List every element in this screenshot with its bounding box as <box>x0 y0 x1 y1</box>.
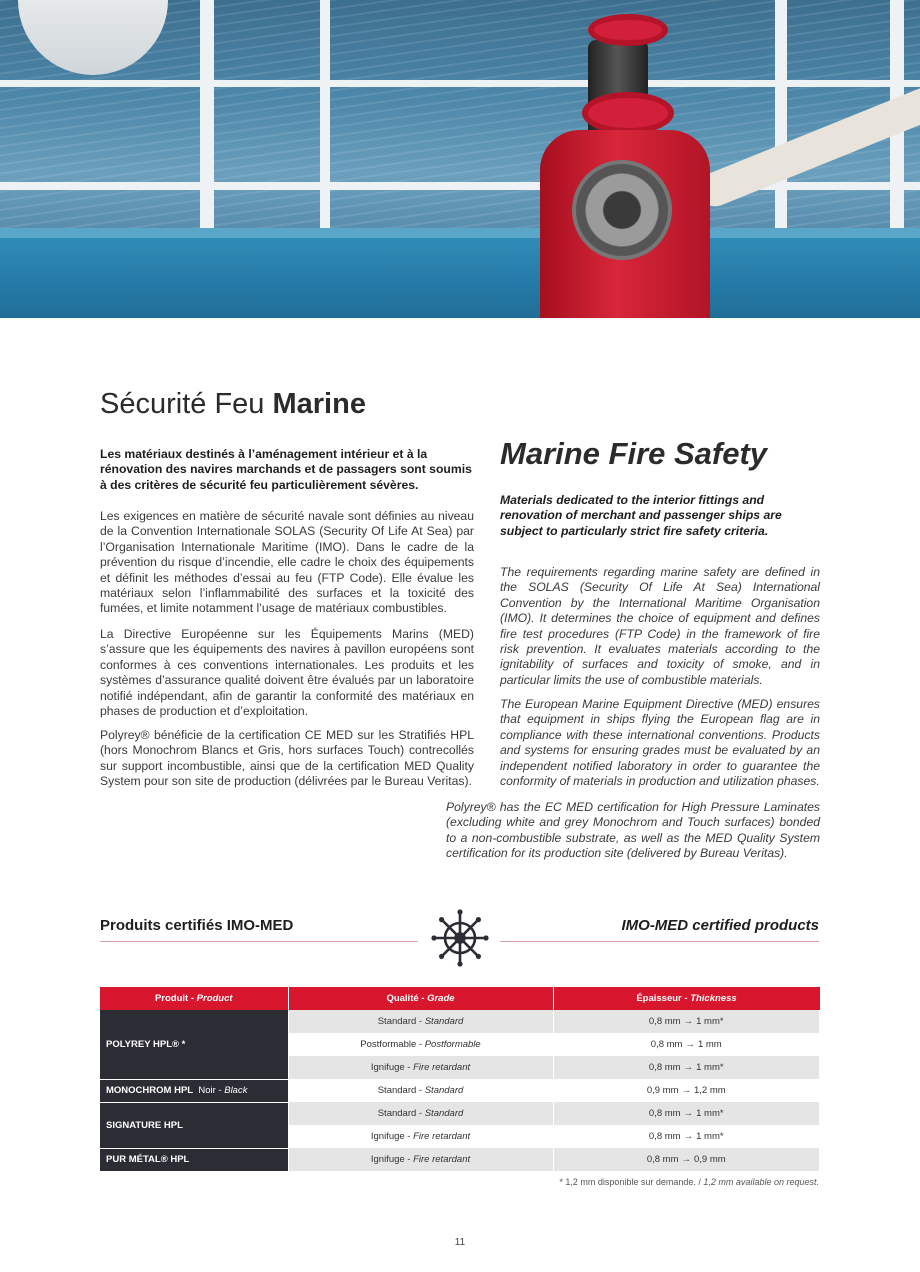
arrow-right-icon: → <box>681 1154 691 1165</box>
table-footnote: * 1,2 mm disponible sur demande. / 1,2 mm available on request. <box>559 1177 819 1187</box>
table-row <box>100 1079 820 1102</box>
arrow-right-icon: → <box>681 1085 691 1096</box>
body-paragraph-fr-2: La Directive Européenne sur les Équipements Marins (MED) s’assure que les équipements des navires à pavillon européens sont conformes à ces conventions internationales. Les produits et les systèmes d’assurance qualité doivent être évalués par un laboratoire notifié indépendant, afin de garantir la conformité des matériaux en phases de production et d’exploitation. <box>100 627 474 719</box>
thickness-cell: 0,8 mm → 1 mm* <box>553 1056 820 1079</box>
valve-wheel <box>582 92 674 134</box>
thickness-cell: 0,8 mm → 1 mm* <box>553 1125 820 1148</box>
page-title-fr <box>100 388 366 421</box>
grade-cell: Postformable - Postformable <box>288 1033 553 1056</box>
table-row <box>100 1102 820 1125</box>
header-product: Produit - Product <box>100 987 288 1010</box>
railing-post <box>200 0 214 245</box>
grade-cell: Ignifuge - Fire retardant <box>288 1125 553 1148</box>
valve-wheel <box>588 14 668 46</box>
thickness-cell: 0,8 mm → 1 mm* <box>553 1102 820 1125</box>
arrow-right-icon: → <box>683 1108 694 1119</box>
title-fr-bold: Marine <box>272 388 366 420</box>
arrow-right-icon: → <box>683 1016 694 1027</box>
page-number: 11 <box>454 1237 466 1248</box>
hydrant-cap <box>572 160 672 260</box>
deck-edge <box>0 228 920 238</box>
certified-products-table <box>100 987 820 1172</box>
table-header-row <box>100 987 820 1010</box>
body-paragraph-fr-3: Polyrey® bénéficie de la certification CE MED sur les Stratifiés HPL (hors Monochrom Blancs et Gris, hors surfaces Touch) contrecollés sur support incombustible, ainsi que de la certification MED Quality System pour son site de production (délivrées par le Bureau Veritas). <box>100 728 474 789</box>
products-heading-en: IMO-MED certified products <box>621 917 819 934</box>
ship-wheel-icon <box>430 908 490 968</box>
product-signature-hpl: SIGNATURE HPL <box>100 1102 288 1148</box>
railing-post <box>320 0 330 245</box>
hero-photo <box>0 0 920 318</box>
thickness-cell: 0,8 mm → 1 mm* <box>553 1010 820 1033</box>
railing-post <box>775 0 787 245</box>
body-paragraph-en-1: The requirements regarding marine safety are defined in the SOLAS (Security Of Life At Sea) International Convention by the International Maritime Organisation (IMO). It determines the choice of equipment and defines fire test procedures (FTP Code) in the framework of fire risk prevention. It evaluates materials according to the ignitability of surfaces and toxicity of smoke, and in particular limits the use of combustible materials. <box>500 565 820 687</box>
table-row <box>100 1010 820 1033</box>
arrow-right-icon: → <box>683 1131 694 1142</box>
table-row <box>100 1148 820 1171</box>
lead-paragraph-en: Materials dedicated to the interior fittings and renovation of merchant and passenger ships are subject to particularly strict fire safety criteria. <box>500 493 782 538</box>
grade-cell: Ignifuge - Fire retardant <box>288 1056 553 1079</box>
divider-left <box>100 941 418 942</box>
arrow-right-icon: → <box>683 1062 694 1073</box>
product-monochrom-hpl: MONOCHROM HPL Noir - Black <box>100 1079 288 1102</box>
grade-cell: Standard - Standard <box>288 1102 553 1125</box>
grade-cell: Standard - Standard <box>288 1079 553 1102</box>
deck <box>0 238 920 318</box>
title-fr-light: Sécurité Feu <box>100 388 273 420</box>
body-paragraph-en-2: The European Marine Equipment Directive (MED) ensures that equipment in ships flying the European flag are in compliance with these international conventions. Products and systems for ensuring grades must be evaluated by an independent notified laboratory in order to guarantee the conformity of materials in production and utilization phases. <box>500 697 820 789</box>
header-thickness: Épaisseur - Thickness <box>553 987 820 1010</box>
header-grade: Qualité - Grade <box>288 987 553 1010</box>
grade-cell: Ignifuge - Fire retardant <box>288 1148 553 1171</box>
product-pur-metal-hpl: PUR MÉTAL® HPL <box>100 1148 288 1171</box>
body-paragraph-fr-1: Les exigences en matière de sécurité navale sont définies au niveau de la Convention Internationale SOLAS (Security Of Life At Sea) par l’Organisation Internationale Maritime (IMO). Dans le cadre de la prévention du risque d’incendie, elle cadre le choix des équipements et définit les méthodes d’essai au feu (FTP Code). Elle évalue les matériaux selon l’inflammabilité des surfaces et la toxicité des fumées, et limite notamment l’usage de matériaux combustibles. <box>100 509 474 616</box>
title-en-bold: Marine <box>500 436 600 471</box>
thickness-cell: 0,9 mm → 1,2 mm <box>553 1079 820 1102</box>
products-heading-fr: Produits certifiés IMO-MED <box>100 917 294 934</box>
arrow-right-icon: → <box>685 1039 695 1050</box>
title-en-light: Fire Safety <box>599 436 768 471</box>
thickness-cell: 0,8 mm → 0,9 mm <box>553 1148 820 1171</box>
product-polyrey-hpl: POLYREY HPL® * <box>100 1010 288 1079</box>
divider-right <box>500 941 819 942</box>
lead-paragraph-fr: Les matériaux destinés à l’aménagement intérieur et à la rénovation des navires marchands et de passagers sont soumis à des critères de sécurité feu particulièrement sévères. <box>100 447 472 492</box>
thickness-cell: 0,8 mm → 1 mm <box>553 1033 820 1056</box>
body-paragraph-en-3: Polyrey® has the EC MED certification for High Pressure Laminates (excluding white and grey Monochrom and Touch surfaces) bonded to a non-combustible substrate, as well as the MED Quality System certification for its production site (delivered by Bureau Veritas). <box>446 800 820 861</box>
grade-cell: Standard - Standard <box>288 1010 553 1033</box>
page-title-en <box>500 436 767 472</box>
